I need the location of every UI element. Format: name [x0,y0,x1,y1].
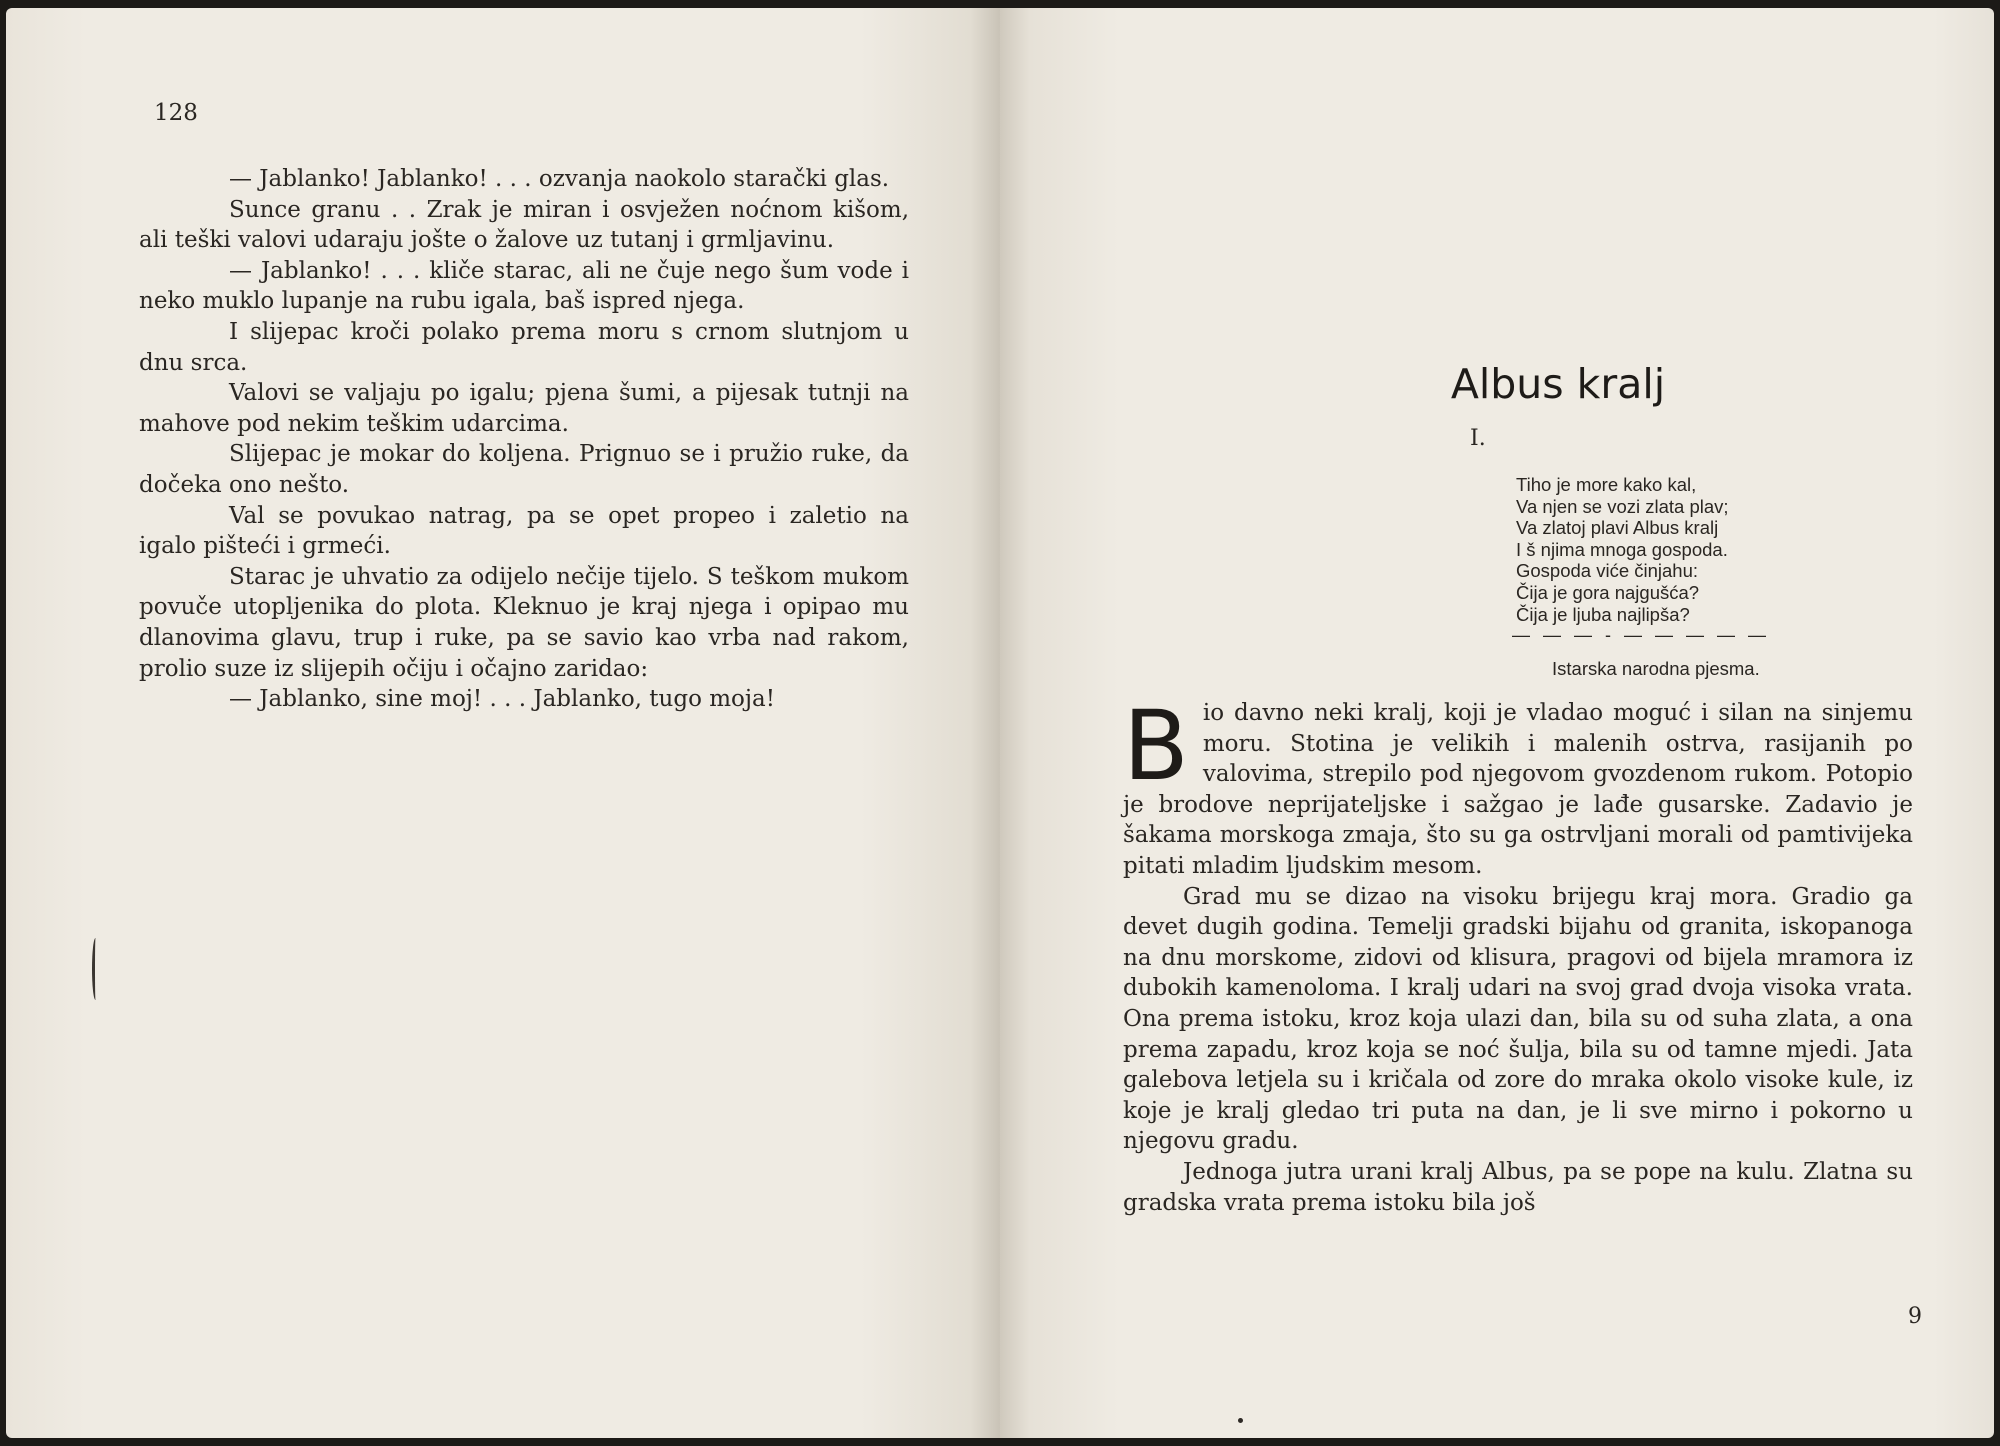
paragraph: Starac je uhvatio za odijelo nečije tijelo. S teškom mukom povuče utopljenika do plota. Kleknuo je kraj njega i opipao mu dlanovima glavu, trup i ruke, pa se savio kao vrba nad rakom, prolio suze iz slijepih očiju i očajno zaridao: [139,563,909,682]
verse-line: I š njima mnoga gospoda. [1516,538,1728,560]
paragraph: I slijepac kroči polako prema moru s crnom slutnjom u dnu srca. [139,318,909,376]
chapter-title: Albus kralj [1450,360,1666,408]
verse-line: Va njen se vozi zlata plav; [1516,495,1729,517]
page-number: 9 [1908,1304,1922,1329]
left-page-text [139,164,909,715]
epigraph-verse [1516,474,1729,625]
paragraph: Jednoga jutra urani kralj Albus, pa se pope na kulu. Zlatna su gradska vrata prema istoku bila još [1123,1158,1913,1216]
page-number: 128 [154,100,198,126]
verse-line: Va zlatoj plavi Albus kralj [1516,517,1719,539]
first-paragraph [1123,690,1913,882]
right-page [1000,8,1994,1438]
paragraph: — Jablanko! Jablanko! . . . ozvanja naokolo starački glas. [229,166,890,192]
drop-cap: B [1123,690,1189,802]
right-page-text [1123,690,1913,1218]
paragraph: Slijepac je mokar do koljena. Prignuo se i pružio ruke, da dočeka ono nešto. [139,441,909,498]
paragraph: Valovi se valjaju po igalu; pjena šumi, a pijesak tutnji na mahove pod nekim teškim udarcima. [139,380,909,437]
paragraph: — Jablanko! . . . kliče starac, ali ne čuje nego šum vode i neko muklo lupanje na rubu igala, baš ispred njega. [139,257,909,315]
ink-dot [1238,1418,1243,1423]
section-number: I. [1470,426,1486,451]
verse-source: Istarska narodna pjesma. [1552,658,1760,679]
paragraph: — Jablanko, sine moj! . . . Jablanko, tugo moja! [229,686,775,713]
first-paragraph-text: io davno neki kralj, koji je vladao moguć i silan na sinjemu moru. Stotina je velikih i malenih ostrva, rasijanih po valovima, strepilo pod njegovom gvozdenom rukom. Potopio je brodove neprijateljske i sažgao je lađe gusarske. Zadavio je šakama morskoga zmaja, što su ga ostrvljani morali od pamtivijeka pitati mladim ljudskim mesom. [1123,700,1913,879]
verse-line: Tiho je more kako kal, [1516,474,1697,495]
paragraph: Sunce granu . . Zrak je miran i osvježen noćnom kišom, ali teški valovi udaraju jošte o žalove uz tutanj i grmljavinu. [139,196,909,254]
verse-line: Čija je ljuba najlipša? [1516,603,1690,625]
verse-line: Gospoda viće činjahu: [1516,560,1699,582]
paragraph: Val se povukao natrag, pa se opet propeo i zaletio na igalo pišteći i grmeći. [139,502,909,560]
verse-line: Čija je gora najgušća? [1516,581,1700,603]
verse-dashes: — — — - — — — — — [1512,625,1771,645]
left-page [6,8,1000,1438]
paragraph: Grad mu se dizao na visoku brijegu kraj mora. Gradio ga devet dugih godina. Temelji gradski bijahu od granita, iskopanoga na dnu morskome, zidovi od klisura, pragovi od bijela mramora iz dubokih kamenoloma. I kralj udari na svoj grad dvoja visoka vrata. Ona prema istoku, kroz koja ulazi dan, bila su od suha zlata, a ona prema zapadu, kroz koja se noć šulja, bila su od tamne mjedi. Jata galebova letjela su i kričala od zore do mraka okolo visoke kule, iz koje je kralj gledao tri puta na dan, je li sve mirno i pokorno u njegovu gradu. [1123,883,1913,1155]
pencil-mark [92,938,99,1000]
